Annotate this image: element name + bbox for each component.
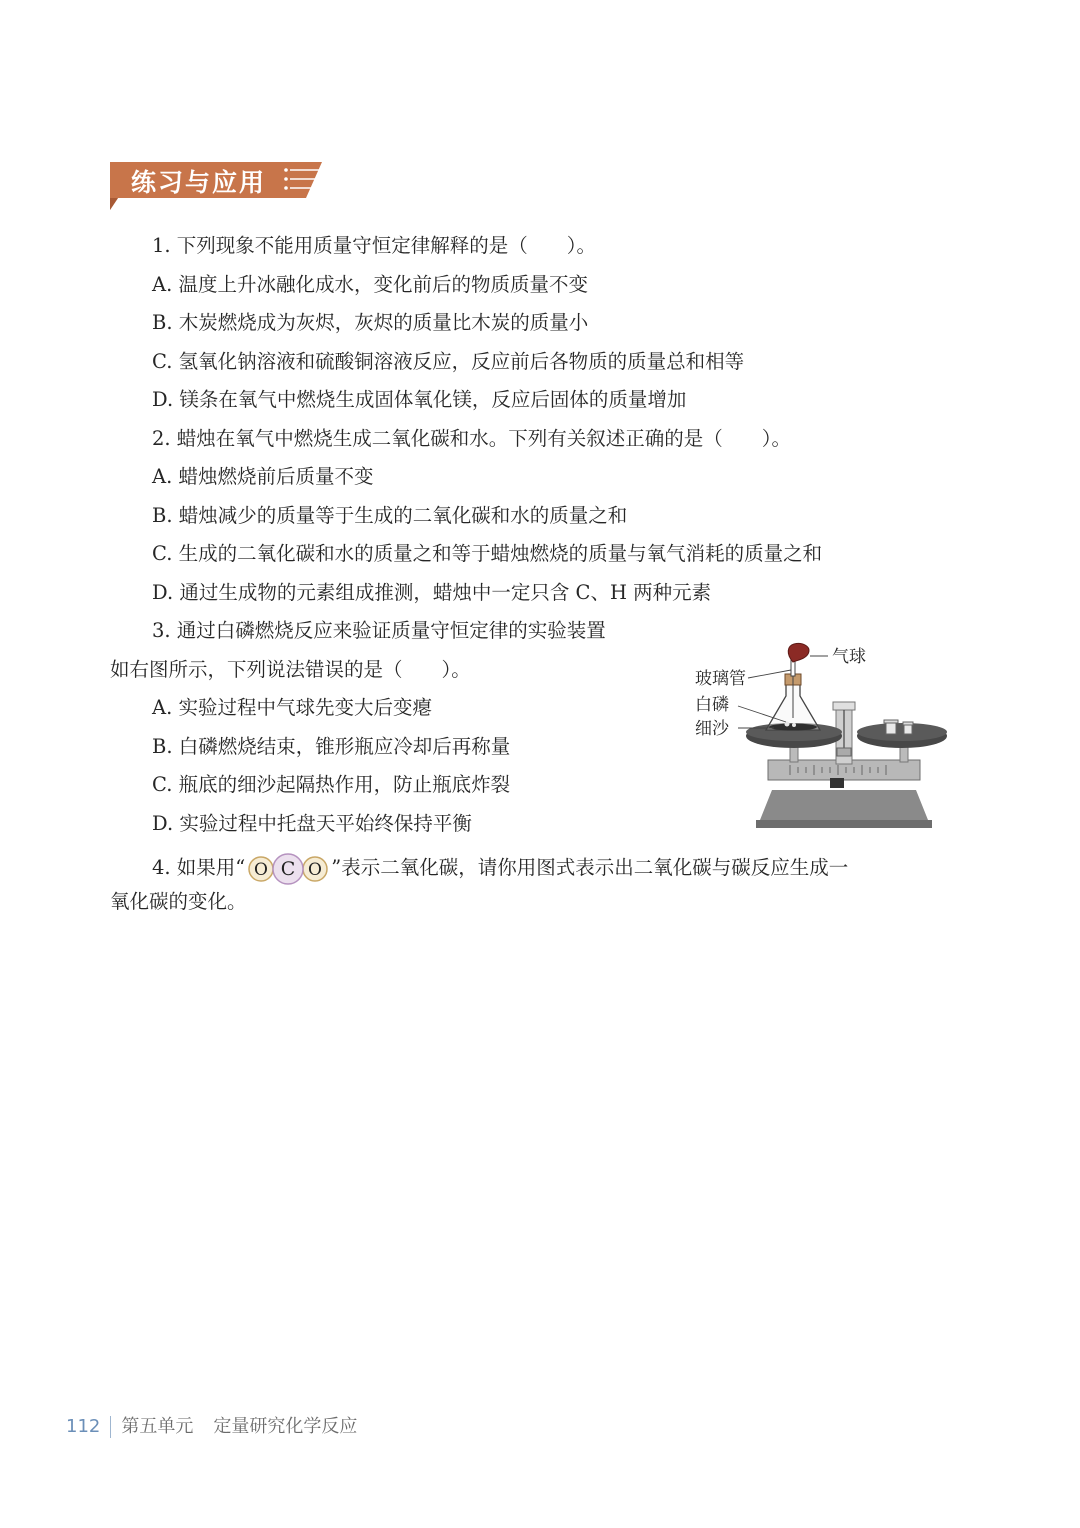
atom-label-o-left: O	[254, 859, 269, 880]
figure-label-balloon: 气球	[832, 647, 866, 667]
question-4-stem-line-2: 氧化碳的变化。	[110, 890, 247, 913]
question-1-option-a: A. 温度上升冰融化成水，变化前后的物质质量不变	[152, 273, 588, 296]
footer-chapter: 定量研究化学反应	[213, 1416, 358, 1437]
figure-label-white-phosphorus: 白磷	[695, 695, 729, 715]
question-1-stem: 1. 下列现象不能用质量守恒定律解释的是（ ）。	[152, 234, 597, 257]
figure-label-fine-sand: 细沙	[695, 719, 729, 739]
section-title: 练习与应用	[131, 168, 267, 197]
question-4-text-part-2: ”表示二氧化碳，请你用图式表示出二氧化碳与碳反应生成一	[331, 856, 849, 879]
balance-apparatus-figure	[690, 640, 950, 835]
question-2-option-b: B. 蜡烛减少的质量等于生成的二氧化碳和水的质量之和	[152, 504, 628, 527]
question-1-option-b: B. 木炭燃烧成为灰烬，灰烬的质量比木炭的质量小	[152, 311, 589, 334]
question-1-option-c: C. 氢氧化钠溶液和硫酸铜溶液反应，反应前后各物质的质量总和相等	[152, 350, 745, 373]
page-number: 112	[66, 1416, 101, 1437]
question-3-option-b: B. 白磷燃烧结束，锥形瓶应冷却后再称量	[152, 735, 511, 758]
question-3-option-d: D. 实验过程中托盘天平始终保持平衡	[152, 812, 472, 835]
footer-divider	[110, 1416, 111, 1438]
question-3-option-a: A. 实验过程中气球先变大后变瘪	[152, 696, 432, 719]
question-2-stem: 2. 蜡烛在氧气中燃烧生成二氧化碳和水。下列有关叙述正确的是（ ）。	[152, 427, 792, 450]
figure-label-glass-tube: 玻璃管	[695, 669, 746, 689]
co2-molecule-icon	[247, 853, 329, 885]
question-4-text-part-1: 4. 如果用“	[152, 856, 246, 879]
question-3-stem-line-2: 如右图所示，下列说法错误的是（ ）。	[110, 658, 471, 681]
atom-label-o-right: O	[308, 859, 323, 880]
question-1-option-d: D. 镁条在氧气中燃烧生成固体氧化镁，反应后固体的质量增加	[152, 388, 687, 411]
question-2-option-c: C. 生成的二氧化碳和水的质量之和等于蜡烛燃烧的质量与氧气消耗的质量之和	[152, 542, 823, 565]
footer-unit: 第五单元	[121, 1416, 194, 1437]
atom-label-c: C	[281, 857, 296, 880]
question-3-option-c: C. 瓶底的细沙起隔热作用，防止瓶底炸裂	[152, 773, 511, 796]
question-2-option-a: A. 蜡烛燃烧前后质量不变	[152, 465, 374, 488]
page-footer	[66, 1414, 357, 1440]
question-2-option-d: D. 通过生成物的元素组成推测，蜡烛中一定只含 C、H 两种元素	[152, 581, 712, 604]
question-3-stem-line-1: 3. 通过白磷燃烧反应来验证质量守恒定律的实验装置	[152, 619, 606, 642]
question-4-stem	[152, 852, 848, 885]
